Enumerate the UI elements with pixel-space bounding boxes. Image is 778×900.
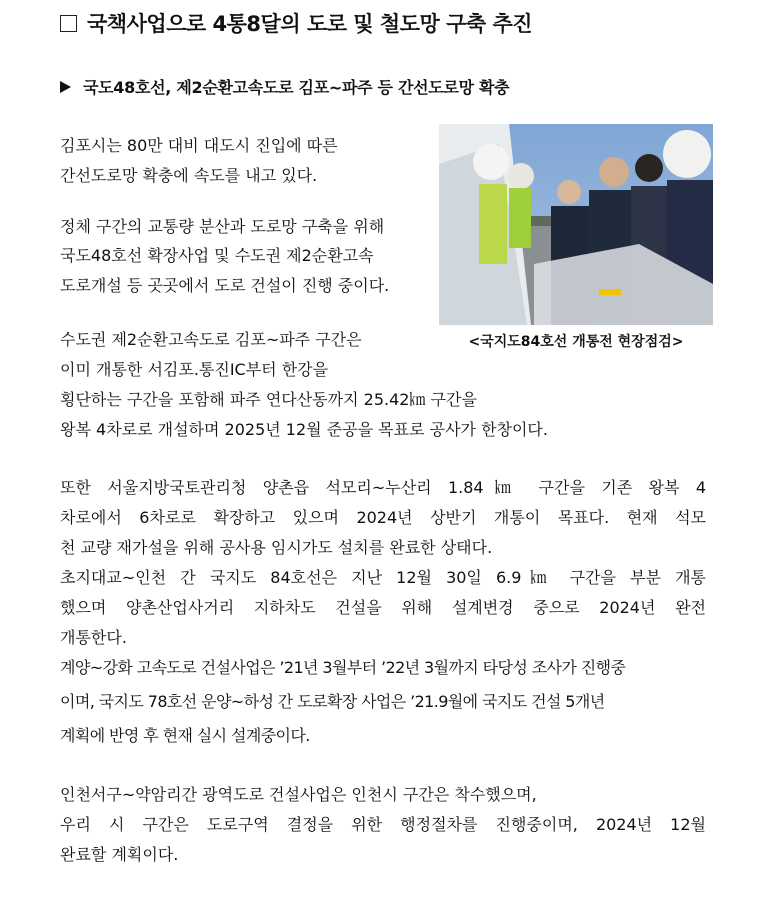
paragraph-line: 이미 개통한 서김포.통진IC부터 한강을 xyxy=(60,360,329,379)
paragraph-line: 횡단하는 구간을 포함해 파주 연다산동까지 25.42㎞ 구간을 xyxy=(60,390,477,409)
paragraph-line: 차로에서 6차로로 확장하고 있으며 2024년 상반기 개통이 목표다. 현재 석모 xyxy=(60,508,706,527)
paragraph-line: 인천서구~약암리간 광역도로 건설사업은 인천시 구간은 착수했으며, xyxy=(60,785,537,804)
paragraph-line: 김포시는 80만 대비 대도시 진입에 따른 xyxy=(60,136,338,155)
section-subtitle-text: 국도48호선, 제2순환고속도로 김포~파주 등 간선도로망 확충 xyxy=(83,78,510,97)
paragraph-line: 우리 시 구간은 도로구역 결정을 위한 행정절차를 진행중이며, 2024년 12월 xyxy=(60,815,706,834)
paragraph-line: 계양~강화 고속도로 건설사업은 ’21년 3월부터 ’22년 3월까지 타당성 조사가 진행중 xyxy=(60,658,626,677)
paragraph-line: 왕복 4차로로 개설하며 2025년 12월 준공을 목표로 공사가 한창이다. xyxy=(60,420,548,439)
page-title-text: 국책사업으로 4통8달의 도로 및 철도망 구축 추진 xyxy=(87,12,533,36)
checkbox-square-icon xyxy=(60,15,77,32)
paragraph-line: 정체 구간의 교통량 분산과 도로망 구축을 위해 xyxy=(60,217,385,236)
paragraph-line: 개통한다. xyxy=(60,628,127,647)
paragraph-line: 초지대교~인천 간 국지도 84호선은 지난 12월 30일 6.9㎞ 구간을 부분 개통 xyxy=(60,568,706,587)
site-inspection-photo-illustration xyxy=(439,124,713,325)
paragraph-line: 도로개설 등 곳곳에서 도로 건설이 진행 중이다. xyxy=(60,276,390,295)
site-inspection-photo xyxy=(439,124,713,325)
paragraph-line: 또한 서울지방국토관리청 양촌읍 석모리~누산리 1.84㎞ 구간을 기존 왕복 4 xyxy=(60,478,706,497)
paragraph-line: 했으며 양촌산업사거리 지하차도 건설을 위해 설계변경 중으로 2024년 완전 xyxy=(60,598,706,617)
paragraph-line: 이며, 국지도 78호선 운양~하성 간 도로확장 사업은 ’21.9월에 국지도 건설 5개년 xyxy=(60,692,605,711)
paragraph-line: 국도48호선 확장사업 및 수도권 제2순환고속 xyxy=(60,246,374,265)
paragraph-line: 수도권 제2순환고속도로 김포~파주 구간은 xyxy=(60,330,362,349)
section-subtitle xyxy=(60,75,509,98)
paragraph-line: 간선도로망 확충에 속도를 내고 있다. xyxy=(60,166,318,185)
paragraph-line: 천 교량 재가설을 위해 공사용 임시가도 설치를 완료한 상태다. xyxy=(60,538,493,557)
triangle-bullet-icon xyxy=(60,81,71,93)
paragraph-line: 완료할 계획이다. xyxy=(60,845,179,864)
photo-caption: <국지도84호선 개통전 현장점검> xyxy=(468,334,684,350)
page-title xyxy=(60,8,532,38)
paragraph-line: 계획에 반영 후 현재 실시 설계중이다. xyxy=(60,726,310,745)
